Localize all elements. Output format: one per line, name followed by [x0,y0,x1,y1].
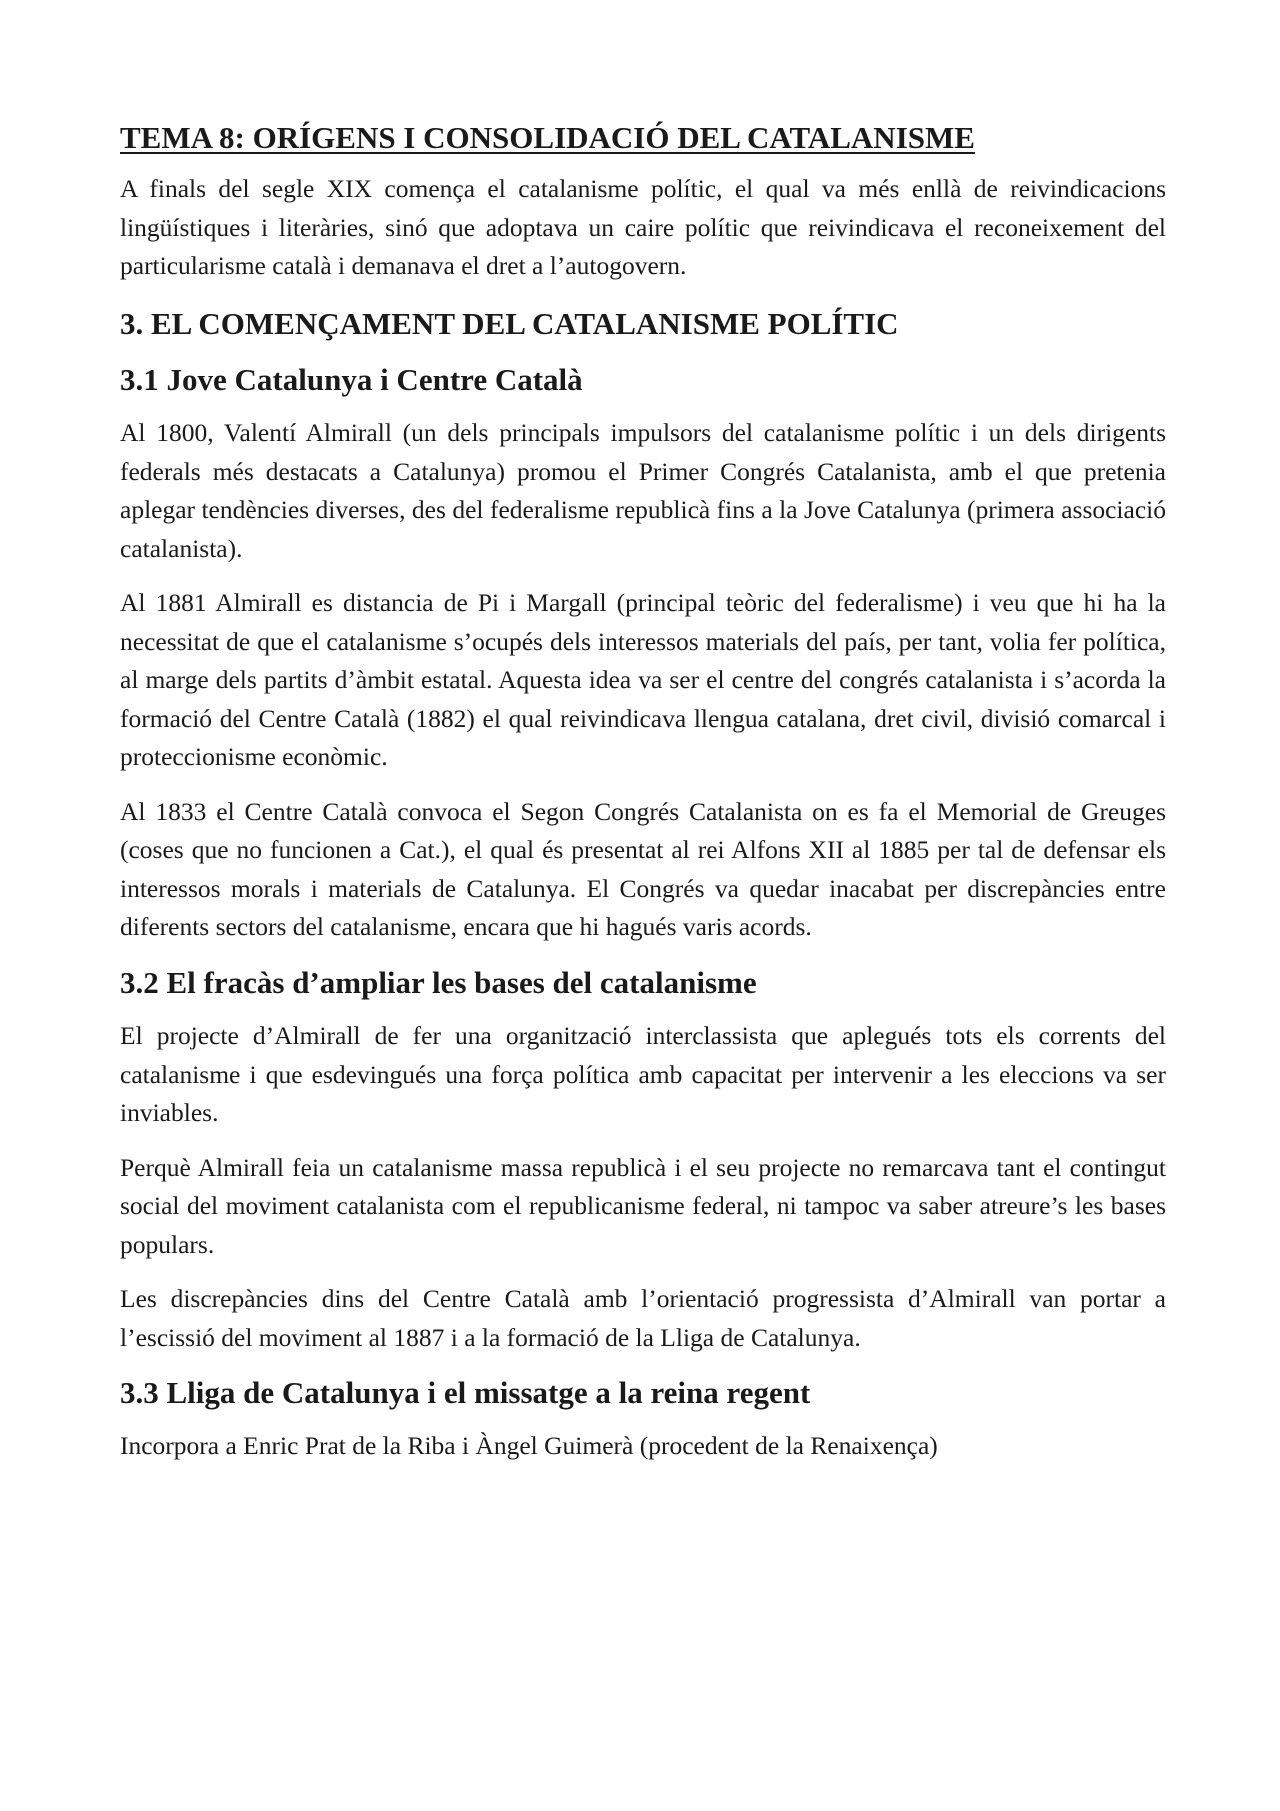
section-3-1-heading: 3.1 Jove Catalunya i Centre Català [120,362,583,398]
document-page [120,118,1166,1482]
intro-paragraph: A finals del segle XIX comença el catalanisme polític, el qual va més enllà de reivindicacions lingüístiques i literàries, sinó que adoptava un caire polític que reivindicava el reconeixement del particularisme català i demanava el dret a l’autogovern. [120,174,1166,281]
document-title: TEMA 8: ORÍGENS I CONSOLIDACIÓ DEL CATALANISME [120,120,975,155]
section-3-2-paragraph-1: El projecte d’Almirall de fer una organització interclassista que aplegués tots els corrents del catalanisme i que esdevingués una força política amb capacitat per intervenir a les eleccions va ser inviables. [120,1021,1166,1128]
section-3-1-paragraph-2: Al 1881 Almirall es distancia de Pi i Margall (principal teòric del federalisme) i veu que hi ha la necessitat de que el catalanisme s’ocupés dels interessos materials del país, per tant, volia fer política, al marge dels partits d’àmbit estatal. Aquesta idea va ser el centre del congrés catalanista i s’acorda la formació del Centre Català (1882) el qual reivindicava llengua catalana, dret civil, divisió comarcal i proteccionisme econòmic. [120,588,1166,772]
section-3-heading: 3. EL COMENÇAMENT DEL CATALANISME POLÍTIC [120,305,899,341]
section-3-2-paragraph-3: Les discrepàncies dins del Centre Català amb l’orientació progressista d’Almirall van portar a l’escissió del moviment al 1887 i a la formació de la Lliga de Catalunya. [120,1284,1166,1352]
section-3-1-paragraph-3: Al 1833 el Centre Català convoca el Segon Congrés Catalanista on es fa el Memorial de Greuges (coses que no funcionen a Cat.), el qual és presentat al rei Alfons XII al 1885 per tal de defensar els interessos morals i materials de Catalunya. El Congrés va quedar inacabat per discrepàncies entre diferents sectors del catalanisme, encara que hi hagués varis acords. [120,796,1166,942]
section-3-1-paragraph-1: Al 1800, Valentí Almirall (un dels principals impulsors del catalanisme polític i un dels dirigents federals més destacats a Catalunya) promou el Primer Congrés Catalanista, amb el que pretenia aplegar tendències diverses, des del federalisme republicà fins a la Jove Catalunya (primera associació catalanista). [120,418,1166,563]
section-3-3-paragraph-1: Incorpora a Enric Prat de la Riba i Àngel Guimerà (procedent de la Renaixença) [120,1431,938,1461]
section-3-2-paragraph-2: Perquè Almirall feia un catalanisme massa republicà i el seu projecte no remarcava tant el contingut social del moviment catalanista com el republicanisme federal, ni tampoc va saber atreure’s les bases populars. [120,1152,1166,1259]
section-3-2-heading: 3.2 El fracàs d’ampliar les bases del catalanisme [120,964,757,1000]
section-3-3-heading: 3.3 Lliga de Catalunya i el missatge a la reina regent [120,1375,811,1411]
